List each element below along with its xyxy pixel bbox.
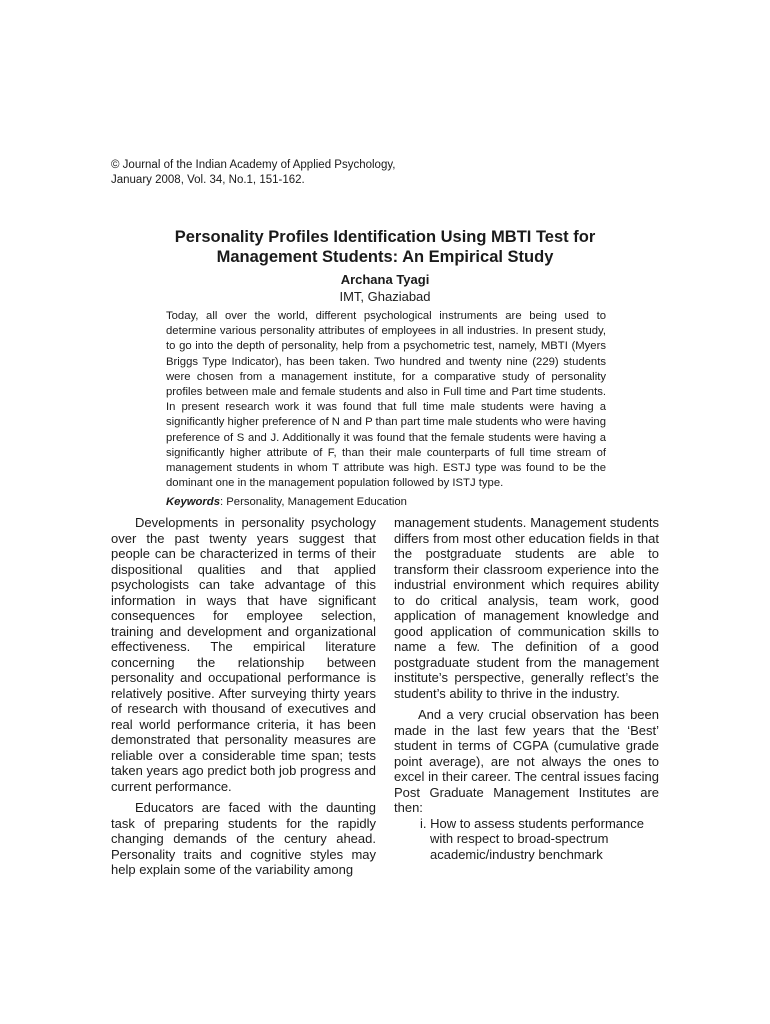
- title-line-1: Personality Profiles Identification Using MBTI Test for: [174, 228, 596, 246]
- author-name: Archana Tyagi: [340, 272, 430, 287]
- list-item: i. How to assess students performance with respect to broad-spectrum academic/industry benchmark: [420, 815, 644, 862]
- paper-title: [120, 227, 650, 267]
- journal-citation: [111, 158, 395, 188]
- abstract: Today, all over the world, different psychological instruments are being used to determine various personality attributes of employees in all industries. In present study, to go into the depth of personality, help from a psychometric test, namely, MBTI (Myers Briggs Type Indicator), has been taken. Two hundred and twenty nine (229) students were chosen from a management institute, for a comparative study of personality profiles between male and female students and also in Full time and Part time students. In present research work it was found that full time male students were having a significantly higher preference of N and P than part time male students who were having preference of S and J. Additionally it was found that the female students were having a significantly higher attribute of F, than their male counterparts of full time stream of management students in whom T attribute was high. ESTJ type was found to be the dominant one in the management population followed by ISTJ type.: [166, 310, 606, 490]
- body-paragraph: Developments in personality psychology over the past twenty years suggest that people can be characterized in terms of their dispositional qualities and that applied psychologists can take advantage of this information in ways that have significant consequences for employee selection, training and development and organizational effectiveness. The empirical literature concerning the relationship between personality and occupational performance is relatively positive. After surveying thirty years of research with thousand of executives and real world performance criteria, it has been demonstrated that personality measures are reliable over a considerable time span; tests taken years ago predict both job progress and current performance.: [111, 515, 376, 794]
- keywords: [166, 496, 407, 508]
- body-paragraph: Educators are faced with the daunting task of preparing students for the rapidly changing demands of the century ahead. Personality traits and cognitive styles may help explain some of the variability among: [111, 800, 376, 877]
- author-affiliation: IMT, Ghaziabad: [339, 289, 431, 304]
- citation-line-1: © Journal of the Indian Academy of Applied Psychology,: [111, 159, 396, 171]
- body-column-right: [394, 515, 659, 862]
- body-column-left: [111, 515, 376, 878]
- keywords-text: : Personality, Management Education: [220, 496, 407, 508]
- keywords-label: Keywords: [166, 496, 220, 508]
- body-paragraph: management students. Management students differs from most other education fields in that the postgraduate students are able to transform their classroom experience into the industrial environment which requires ability to do critical analysis, team work, good application of management knowledge and good application of communication skills to name a few. The definition of a good postgraduate student from the management institute’s perspective, generally reflect’s the student’s ability to thrive in the industry.: [394, 515, 659, 701]
- title-line-2: Management Students: An Empirical Study: [216, 248, 554, 266]
- body-paragraph: And a very crucial observation has been made in the last few years that the ‘Best’ student in terms of CGPA (cumulative grade point average), are not always the ones to excel in their career. The central issues facing Post Graduate Management Institutes are then:: [394, 707, 659, 815]
- citation-line-2: January 2008, Vol. 34, No.1, 151-162.: [111, 174, 305, 186]
